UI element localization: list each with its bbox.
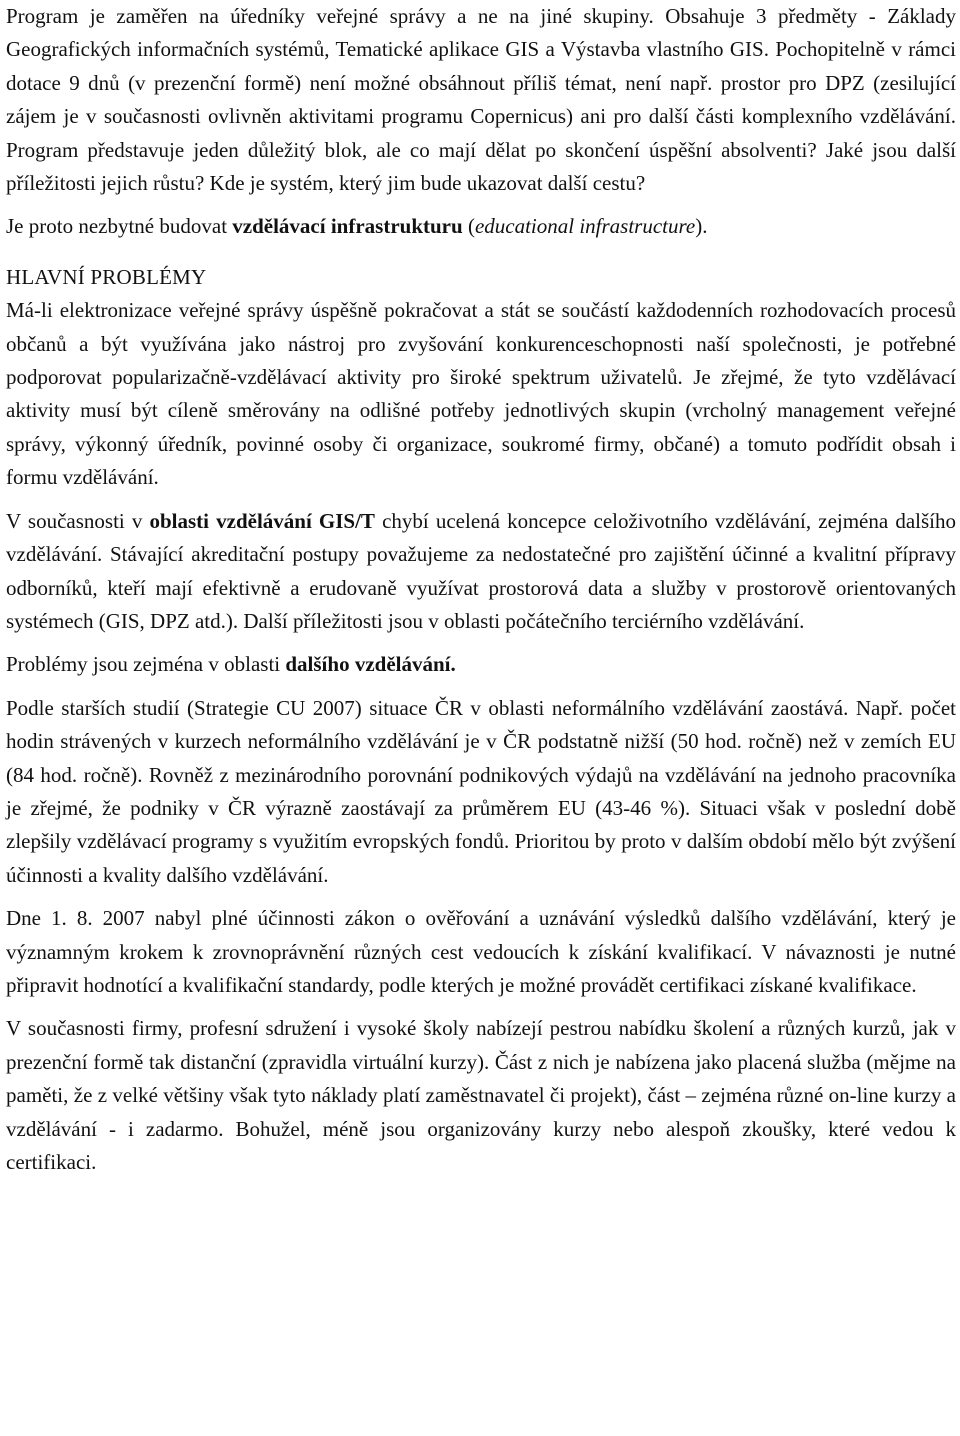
infrastructure-text-post: ). (695, 214, 708, 239)
paragraph-problems (6, 648, 956, 681)
infrastructure-text-pre: Je proto nezbytné budovat (6, 214, 233, 239)
paragraph-studies: Podle starších studií (Strategie CU 2007) situace ČR v oblasti neformálního vzdělávání zaostává. Např. počet hodin strávených v kurzech neformálního vzdělávání je v ČR podstatně nižší (50 hod. ročně) než v zemích EU (84 hod. ročně). Rovněž z mezinárodního porovnání podnikových výdajů na vzdělávání na jednoho pracovníka je zřejmé, že podniky v ČR výrazně zaostávají za průměrem EU (43-46 %). Situaci však v poslední době zlepšily vzdělávací programy s využitím evropských fondů. Prioritou by proto v dalším období mělo být zvýšení účinnosti a kvality dalšího vzdělávání. (6, 695, 956, 887)
gis-text-post: chybí ucelená koncepce celoživotního vzdělávání, zejména dalšího vzdělávání. Stávající akreditační postupy považujeme za nedostatečné pro zajištění účinné a kvalitní přípravy odborníků, kteří mají efektivně a erudovaně využívat prostorová data a služby v prostorově orientovaných systémech (GIS, DPZ atd.). Další příležitosti jsou v oblasti počátečního terciérního vzdělávání. (6, 508, 956, 633)
paragraph-gis-education (6, 505, 956, 639)
infrastructure-italic-term: educational infrastructure (474, 214, 696, 239)
paragraph-elektronizace: Má-li elektronizace veřejné správy úspěšně pokračovat a stát se součástí každodenních rozhodovacích procesů občanů a být využívána jako nástroj pro zvyšování konkurenceschopnosti naší společnosti, je potřebné podporovat popularizačně-vzdělávací aktivity pro široké spektrum uživatelů. Je zřejmé, že tyto vzdělávací aktivity musí být cíleně směrovány na odlišné potřeby jednotlivých skupin (vrcholný management veřejné správy, výkonný úředník, povinné osoby či organizace, soukromé firmy, občané) a tomuto podřídit obsah i formu vzdělávání. (6, 298, 956, 490)
document-page (6, 0, 956, 1179)
infrastructure-bold-term: vzdělávací infrastrukturu (232, 214, 463, 239)
paragraph-program-intro: Program je zaměřen na úředníky veřejné správy a ne na jiné skupiny. Obsahuje 3 předměty - Základy Geografických informačních systémů, Tematické aplikace GIS a Výstavba vlastního GIS. Pochopitelně v rámci dotace 9 dnů (v prezenční formě) není možné obsáhnout příliš témat, není např. prostor pro DPZ (zesilující zájem je v současnosti ovlivněn aktivitami programu Copernicus) ani pro další části komplexního vzdělávání. Program představuje jeden důležitý blok, ale co mají dělat po skončení úspěšní absolventi? Jaké jsou další příležitosti jejich růstu? Kde je systém, který jim bude ukazovat další cestu? (6, 4, 956, 196)
infrastructure-text-mid: ( (462, 214, 475, 239)
paragraph-courses: V současnosti firmy, profesní sdružení i vysoké školy nabízejí pestrou nabídku školení a různých kurzů, jak v prezenční formě tak distanční (zpravidla virtuální kurzy). Část z nich je nabízena jako placená služba (mějme na paměti, že z velké většiny však tyto náklady platí zaměstnavatel či projekt), část – zejména různé on-line kurzy a vzdělávání - i zadarmo. Bohužel, méně jsou organizovány kurzy nebo alespoň zkoušky, které vedou k certifikaci. (6, 1016, 956, 1174)
gis-text-pre: V současnosti v (6, 508, 150, 533)
paragraph-infrastructure (6, 210, 956, 243)
problems-text-pre: Problémy jsou zejména v oblasti (6, 652, 286, 677)
paragraph-law: Dne 1. 8. 2007 nabyl plné účinnosti zákon o ověřování a uznávání výsledků dalšího vzdělávání, který je významným krokem k zrovnoprávnění různých cest vedoucích k získání kvalifikací. V návaznosti je nutné připravit hodnotící a kvalifikační standardy, podle kterých je možné provádět certifikaci získané kvalifikace. (6, 906, 956, 997)
gis-bold-term: oblasti vzdělávání GIS/T (149, 508, 375, 533)
problems-bold-term: dalšího vzdělávání. (285, 652, 456, 677)
section-heading: HLAVNÍ PROBLÉMY (6, 264, 207, 289)
